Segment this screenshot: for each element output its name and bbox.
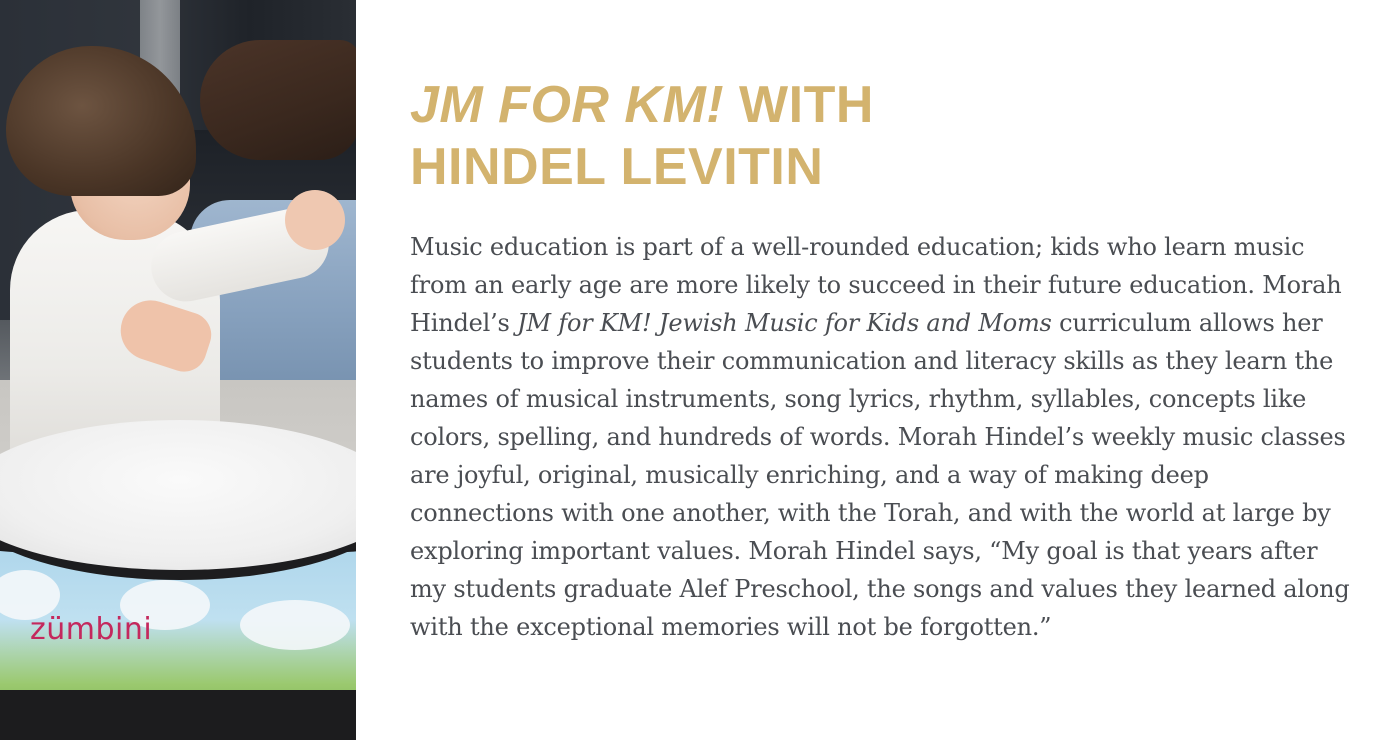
hero-photo	[0, 0, 356, 740]
article-paragraph-part1: Music education is part of a well-rounded education; kids who learn music from an early age are more likely to succeed in their future education. Morah Hindel’s	[410, 233, 1342, 337]
article-title-line2: HINDEL LEVITIN	[410, 138, 824, 196]
article-title-rest: WITH	[724, 76, 874, 134]
article-title	[410, 74, 1400, 198]
article-paragraph-curriculum-name: JM for KM! Jewish Music for Kids and Moms	[517, 309, 1052, 337]
photo-child-hand	[285, 190, 345, 250]
article-paragraph-part2: curriculum allows her students to improve their communication and literacy skills as they learn the names of musical instruments, song lyrics, rhythm, syllables, concepts like colors, spelling, and hundreds of words. Morah Hindel’s weekly music classes are joyful, original, musically enriching, and a way of making deep connections with one another, with the Torah, and with the world at large by exploring important values. Morah Hindel says, “My goal is that years after my students graduate Alef Preschool, the songs and values they learned along with the exceptional memories will not be forgotten.”	[410, 309, 1350, 641]
article-title-italic: JM FOR KM!	[410, 76, 725, 134]
photo-drum-cloud	[240, 600, 350, 650]
photo-drum-brand-logo: zümbini	[30, 612, 153, 647]
photo-drum-base	[0, 690, 356, 740]
article-paragraph	[410, 228, 1350, 646]
photo-adult-hands	[200, 40, 356, 160]
photo-drum-top	[0, 420, 356, 580]
article-content	[356, 0, 1400, 740]
